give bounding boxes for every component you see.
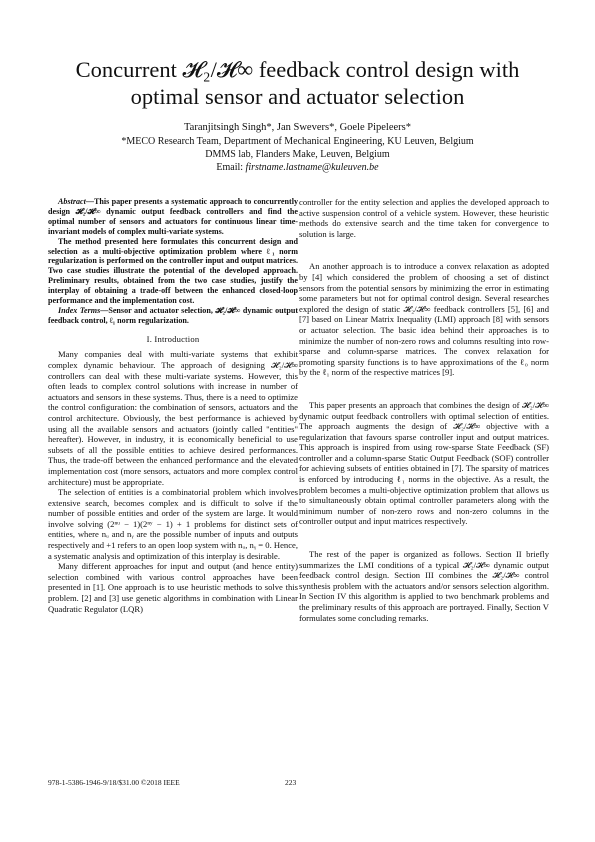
right-paragraph-2: An another approach is to introduce a convex relaxation as adopted by [4] which considered the problem of choosing a set of distinct sensors from the potential sensors by minimizing the error in estimating some parameters but not for optimal control design. Several researches explored the design of static 𝓗₂/𝓗∞ feedback controllers [5], [6] and [7] based on Linear Matrix Inequality (LMI) approach [8] with sensors or actuator selection. The basic idea behind their approaches is to minimize the number of non-zero rows and columns resulting into row-sparse and column-sparse matrices. The convex relaxation for promoting sparsity functions is to have approximations of the ℓ₀ norm by the ℓ₁ norm of the respective matrices [9]. xyxy=(299,261,549,378)
email-label: Email: xyxy=(216,162,246,173)
intro-paragraph-2: The selection of entities is a combinatorial problem which involves extensive search, becomes complex and is difficult to solve if the number of possible entities and order of the system are large. It would involve solving (2ⁿᵘ − 1)(2ⁿʸ − 1) + 1 problems for distinct sets of entities, where nᵤ and nᵧ are the possible number of inputs and outputs respectively and +1 refers to an open loop system with nᵤ, nᵧ = 0. Hence, a systematic analysis and optimization of this interplay is desirable. xyxy=(48,487,298,561)
intro-paragraph-3: Many different approaches for input and output (and hence entity) selection combined with various control approaches have been presented in [1]. One approach is to use heuristic methods to solve this problem. [2] and [3] use genetic algorithms in combination with Linear Quadratic Regulator (LQR) xyxy=(48,561,298,614)
left-column xyxy=(48,197,298,614)
author-names: Taranjitsingh Singh*, Jan Swevers*, Goele Pipeleers* xyxy=(183,122,412,133)
paper-title xyxy=(40,56,555,110)
right-column xyxy=(299,197,549,623)
abstract xyxy=(48,197,298,326)
abstract-paragraph-2: The method presented here formulates this concurrent design and selection as a multi-objective optimization problem where ℓ₁ norm regularization is performed on the controller input and output matrices. Two case studies illustrate the potential of the developed approach. Preliminary results, obtained from the two case studies, justify the interplay of obtaining a trade-off between the enhanced closed-loop performance and the implementation cost. xyxy=(48,236,298,306)
title-line-2: optimal sensor and actuator selection xyxy=(130,84,465,109)
email-address: firstname.lastname@kuleuven.be xyxy=(245,162,379,173)
right-paragraph-4: The rest of the paper is organized as follows. Section II briefly summarizes the LMI conditions of a typical 𝓗₂/𝓗∞ dynamic output feedback control design. Section III combines the 𝓗₂/𝓗∞ control synthesis problem with the actuators and/or sensors selection algorithm. In Section IV this algorithm is applied to two benchmark problems and the preliminary results of this approach are portrayed. Finally, Section V formulates some concluding remarks. xyxy=(299,549,549,623)
intro-paragraph-1: Many companies deal with multi-variate systems that exhibit complex dynamic behaviour. The approach of designing 𝓗₂/𝓗∞ controllers can deal with these multi-variate systems. However, this often leads to complex control solutions with increase in number of actuators and sensors in these systems. Thus, there is a need to optimize the control configuration: the combination of sensors, actuators and the control architecture. Obviously, the best performance is achieved by using all the available sensors and actuators (jointly called "entities" hereafter). However, in industry, it is economically beneficial to use subsets of all the possible entities to achieve desired performances. Thus, the trade-off between the enhanced performance and the elevated implementation cost (more sensors, actuators and more complex control architecture) must be appropriate. xyxy=(48,349,298,487)
right-paragraph-1: controller for the entity selection and applies the developed approach to active suspension control of a vehicle system. However, these heuristic methods do extensive search and the time taken for convergence to solution is large. xyxy=(299,197,549,239)
abstract-text: —This paper presents a systematic approach to concurrently design 𝓗₂/𝓗∞ dynamic output feedback controllers and find the optimal number of sensors and actuators for continuous linear time-invariant models of complex multi-variate systems. xyxy=(48,197,298,236)
title-line-1: Concurrent 𝓗₂/𝓗∞ feedback control design with xyxy=(75,57,520,82)
affiliation-1: *MECO Research Team, Department of Mechanical Engineering, KU Leuven, Belgium xyxy=(121,136,474,147)
index-terms-label: Index Terms xyxy=(58,305,101,315)
affiliation-2: DMMS lab, Flanders Make, Leuven, Belgium xyxy=(205,149,390,160)
index-terms xyxy=(48,306,298,326)
footer-isbn: 978-1-5386-1946-9/18/$31.00 ©2018 IEEE xyxy=(48,778,180,787)
email-line xyxy=(40,161,555,174)
right-paragraph-3: This paper presents an approach that combines the design of 𝓗₂/𝓗∞ dynamic output feedback controllers with optimal selection of entities. The approach augments the design of 𝓗₂/𝓗∞ objective with a regularization that favours sparse controller input and output matrices. This approach is inspired from using row-sparse State Feedback (SF) controller and a column-sparse Static Output Feedback (SOF) controller for achieving subsets of entities obtained in [7]. The sparsity of matrices is enforced by introducing ℓ₁ norms in the objective. As a result, the problem becomes a multi-objective optimization problem that allows us to simultaneously obtain optimal controller parameters along with the minimum number of non-zero rows and non-zero columns in the controller output and input matrices respectively. xyxy=(299,399,549,527)
abstract-paragraph-1 xyxy=(48,197,298,237)
abstract-label: Abstract xyxy=(58,197,86,206)
section-heading: I. Introduction xyxy=(146,333,200,344)
page-number: 223 xyxy=(285,778,297,787)
author-block xyxy=(40,121,555,174)
index-terms-text: —Sensor and actuator selection, 𝓗₂/𝓗∞ dynamic output feedback control, ℓ₁ norm regularization. xyxy=(48,305,299,325)
